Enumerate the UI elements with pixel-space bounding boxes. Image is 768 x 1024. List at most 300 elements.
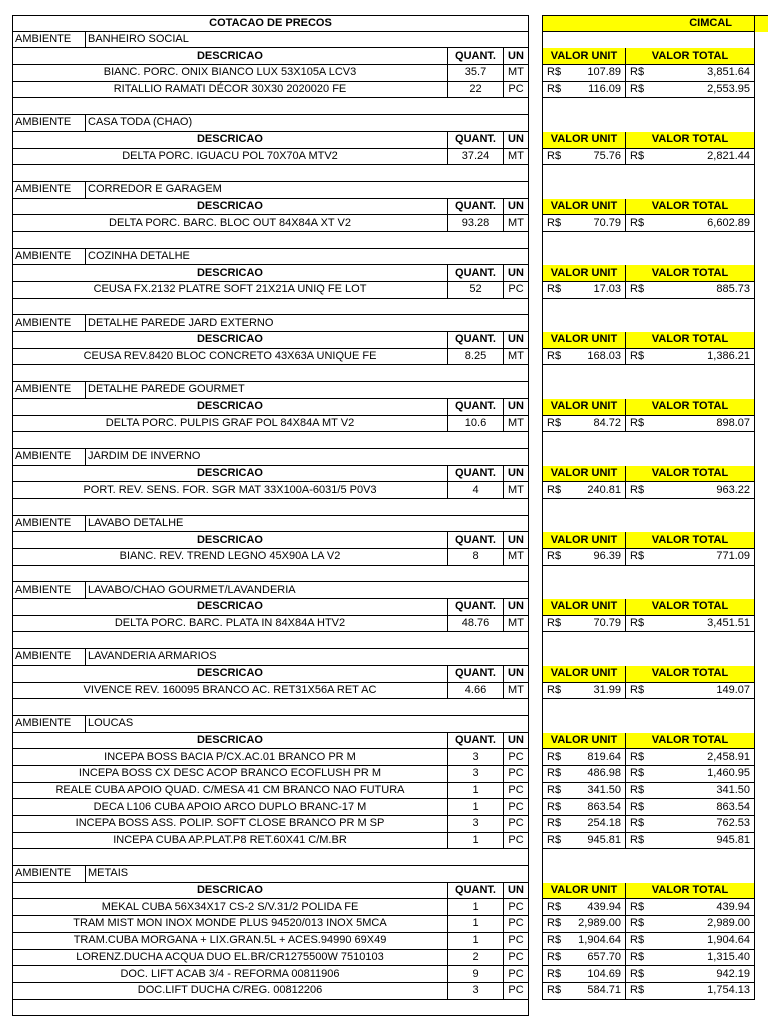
blank-row (12, 849, 529, 866)
column-header-row (12, 532, 529, 549)
currency-symbol: R$ (630, 950, 645, 963)
un-header: UN (508, 333, 524, 346)
item-row (12, 82, 529, 99)
valor-total-cell (626, 349, 754, 365)
currency-symbol: R$ (547, 149, 562, 162)
un-header: UN (508, 600, 524, 613)
right-spacer-row (542, 115, 755, 132)
total-price: 942.19 (716, 967, 750, 980)
valor-unit-header: VALOR UNIT (543, 466, 626, 482)
price-row (542, 215, 755, 232)
right-spacer-row (542, 566, 755, 583)
right-spacer-row (542, 516, 755, 533)
ambiente-row (12, 249, 529, 266)
item-quantity: 52 (448, 282, 504, 298)
currency-symbol: R$ (630, 967, 645, 980)
blank-row (12, 365, 529, 382)
table-title-row (12, 15, 529, 32)
valor-total-header: VALOR TOTAL (651, 533, 729, 546)
right-spacer-row (542, 299, 755, 316)
price-row (542, 683, 755, 700)
supplier-name: CIMCAL (689, 16, 732, 29)
valor-total-cell (626, 416, 754, 432)
price-row (542, 916, 755, 933)
currency-symbol: R$ (630, 800, 645, 813)
unit-price: 107.89 (587, 66, 621, 79)
valor-unit-cell (543, 983, 626, 999)
item-description: DELTA PORC. IGUACU POL 70X70A MTV2 (13, 149, 448, 165)
quant-header: QUANT. (448, 532, 504, 548)
currency-symbol: R$ (630, 617, 645, 630)
currency-symbol: R$ (547, 900, 562, 913)
valor-unit-cell (543, 833, 626, 849)
valor-unit-cell (543, 916, 626, 932)
valor-total-cell (626, 799, 754, 815)
un-header: UN (508, 400, 524, 413)
price-row (542, 349, 755, 366)
blank-cell (13, 299, 528, 315)
currency-symbol: R$ (630, 66, 645, 79)
item-row (12, 349, 529, 366)
descricao-header: DESCRICAO (13, 399, 448, 415)
un-header: UN (508, 266, 524, 279)
item-row (12, 282, 529, 299)
unit-price: 70.79 (593, 216, 621, 229)
valor-total-cell (626, 783, 754, 799)
valor-unit-cell (543, 149, 626, 165)
item-row (12, 983, 529, 1000)
column-header-row (12, 733, 529, 750)
ambiente-name: COZINHA DETALHE (88, 249, 190, 262)
quant-header: QUANT. (448, 466, 504, 482)
currency-symbol: R$ (547, 83, 562, 96)
ambiente-label: AMBIENTE (13, 382, 86, 398)
price-header-row (542, 199, 755, 216)
item-quantity: 22 (448, 82, 504, 98)
supplier-title-row (542, 15, 755, 32)
item-quantity: 3 (448, 766, 504, 782)
item-unit: MT (508, 550, 524, 563)
currency-symbol: R$ (547, 767, 562, 780)
currency-symbol: R$ (547, 950, 562, 963)
currency-symbol: R$ (547, 416, 562, 429)
item-unit: PC (508, 917, 524, 930)
item-quantity: 93.28 (448, 215, 504, 231)
un-header: UN (508, 533, 524, 546)
supplier-price-table (542, 15, 755, 1000)
item-unit: MT (508, 483, 524, 496)
valor-unit-cell (543, 766, 626, 782)
item-row (12, 149, 529, 166)
valor-unit-header: VALOR UNIT (543, 332, 626, 348)
descricao-header: DESCRICAO (13, 532, 448, 548)
valor-unit-cell (543, 816, 626, 832)
ambiente-row (12, 382, 529, 399)
un-header: UN (508, 49, 524, 62)
valor-total-header: VALOR TOTAL (651, 884, 729, 897)
valor-unit-cell (543, 215, 626, 231)
item-unit: PC (508, 834, 524, 847)
ambiente-row (12, 716, 529, 733)
ambiente-label: AMBIENTE (13, 716, 86, 732)
descricao-header: DESCRICAO (13, 199, 448, 215)
unit-price: 84.72 (593, 416, 621, 429)
ambiente-label: AMBIENTE (13, 649, 86, 665)
ambiente-label: AMBIENTE (13, 582, 86, 598)
valor-total-cell (626, 549, 754, 565)
total-price: 149.07 (716, 683, 750, 696)
blank-row (12, 632, 529, 649)
currency-symbol: R$ (547, 683, 562, 696)
price-header-row (542, 332, 755, 349)
currency-symbol: R$ (630, 783, 645, 796)
right-spacer-row (542, 182, 755, 199)
item-quantity: 48.76 (448, 616, 504, 632)
item-row (12, 950, 529, 967)
currency-symbol: R$ (547, 917, 562, 930)
currency-symbol: R$ (630, 817, 645, 830)
quant-header: QUANT. (448, 399, 504, 415)
price-row (542, 766, 755, 783)
valor-unit-header: VALOR UNIT (543, 399, 626, 415)
total-price: 771.09 (716, 550, 750, 563)
item-description: CEUSA FX.2132 PLATRE SOFT 21X21A UNIQ FE LOT (13, 282, 448, 298)
item-row (12, 749, 529, 766)
ambiente-label: AMBIENTE (13, 182, 86, 198)
valor-unit-header: VALOR UNIT (543, 883, 626, 899)
item-unit: MT (508, 66, 524, 79)
quant-header: QUANT. (448, 265, 504, 281)
quant-header: QUANT. (448, 132, 504, 148)
ambiente-label: AMBIENTE (13, 249, 86, 265)
price-row (542, 416, 755, 433)
valor-total-header: VALOR TOTAL (651, 600, 729, 613)
quant-header: QUANT. (448, 883, 504, 899)
unit-price: 1,904.64 (578, 934, 621, 947)
item-quantity: 1 (448, 899, 504, 915)
item-quantity: 1 (448, 833, 504, 849)
valor-unit-cell (543, 349, 626, 365)
item-quantity: 3 (448, 749, 504, 765)
unit-price: 17.03 (593, 283, 621, 296)
valor-total-cell (626, 683, 754, 699)
currency-symbol: R$ (547, 934, 562, 947)
column-header-row (12, 883, 529, 900)
currency-symbol: R$ (630, 984, 645, 997)
item-row (12, 482, 529, 499)
unit-price: 819.64 (587, 750, 621, 763)
item-quantity: 3 (448, 983, 504, 999)
ambiente-name: CORREDOR E GARAGEM (88, 183, 222, 196)
right-spacer-row (542, 699, 755, 716)
valor-unit-header: VALOR UNIT (543, 532, 626, 548)
ambiente-row (12, 315, 529, 332)
item-description: MEKAL CUBA 56X34X17 CS-2 S/V.31/2 POLIDA FE (13, 899, 448, 915)
currency-symbol: R$ (547, 800, 562, 813)
price-row (542, 966, 755, 983)
item-description: PORT. REV. SENS. FOR. SGR MAT 33X100A-6031/5 P0V3 (13, 482, 448, 498)
right-spacer-row (542, 315, 755, 332)
currency-symbol: R$ (547, 834, 562, 847)
right-spacer-row (542, 249, 755, 266)
ambiente-label: AMBIENTE (13, 315, 86, 331)
price-header-row (542, 399, 755, 416)
item-row (12, 215, 529, 232)
valor-unit-cell (543, 933, 626, 949)
item-quantity: 10.6 (448, 416, 504, 432)
item-description: LORENZ.DUCHA ACQUA DUO EL.BR/CR1275500W 7510103 (13, 950, 448, 966)
price-header-row (542, 532, 755, 549)
price-row (542, 149, 755, 166)
ambiente-label: AMBIENTE (13, 449, 86, 465)
ambiente-row (12, 649, 529, 666)
price-header-row (542, 466, 755, 483)
total-price: 1,904.64 (707, 934, 750, 947)
unit-price: 657.70 (587, 950, 621, 963)
valor-total-header: VALOR TOTAL (651, 466, 729, 479)
unit-price: 168.03 (587, 350, 621, 363)
valor-unit-cell (543, 82, 626, 98)
descricao-header: DESCRICAO (13, 883, 448, 899)
item-quantity: 4 (448, 482, 504, 498)
valor-unit-header: VALOR UNIT (543, 265, 626, 281)
total-price: 439.94 (716, 900, 750, 913)
total-price: 1,315.40 (707, 950, 750, 963)
item-description: DELTA PORC. PULPIS GRAF POL 84X84A MT V2 (13, 416, 448, 432)
ambiente-label: AMBIENTE (13, 32, 86, 48)
total-price: 3,451.51 (707, 617, 750, 630)
valor-total-cell (626, 149, 754, 165)
descricao-header: DESCRICAO (13, 332, 448, 348)
unit-price: 70.79 (593, 617, 621, 630)
item-unit: PC (508, 800, 524, 813)
valor-total-cell (626, 833, 754, 849)
quant-header: QUANT. (448, 199, 504, 215)
valor-total-cell (626, 616, 754, 632)
ambiente-row (12, 182, 529, 199)
total-price: 863.54 (716, 800, 750, 813)
right-spacer-row (542, 232, 755, 249)
ambiente-name: LOUCAS (88, 717, 134, 730)
valor-unit-header: VALOR UNIT (543, 733, 626, 749)
ambiente-name: LAVABO/CHAO GOURMET/LAVANDERIA (88, 583, 296, 596)
unit-price: 945.81 (587, 834, 621, 847)
valor-total-cell (626, 215, 754, 231)
right-spacer-row (542, 716, 755, 733)
valor-total-header: VALOR TOTAL (651, 49, 729, 62)
item-quantity: 8 (448, 549, 504, 565)
item-description: TRAM MIST MON INOX MONDE PLUS 94520/013 INOX 5MCA (13, 916, 448, 932)
descricao-header: DESCRICAO (13, 733, 448, 749)
total-price: 3,851.64 (707, 66, 750, 79)
price-row (542, 983, 755, 1000)
currency-symbol: R$ (630, 483, 645, 496)
blank-cell (13, 165, 528, 181)
price-header-row (542, 132, 755, 149)
descricao-header: DESCRICAO (13, 599, 448, 615)
item-quantity: 2 (448, 950, 504, 966)
item-quantity: 3 (448, 816, 504, 832)
unit-price: 341.50 (587, 783, 621, 796)
currency-symbol: R$ (547, 617, 562, 630)
right-spacer-row (542, 32, 755, 49)
quant-header: QUANT. (448, 332, 504, 348)
column-header-row (12, 399, 529, 416)
item-unit: MT (508, 216, 524, 229)
descricao-header: DESCRICAO (13, 466, 448, 482)
quant-header: QUANT. (448, 666, 504, 682)
currency-symbol: R$ (630, 767, 645, 780)
blank-cell (13, 232, 528, 248)
total-price: 963.22 (716, 483, 750, 496)
blank-row (12, 566, 529, 583)
valor-unit-cell (543, 899, 626, 915)
blank-row (12, 165, 529, 182)
item-description: INCEPA BOSS CX DESC ACOP BRANCO ECOFLUSH PR M (13, 766, 448, 782)
price-row (542, 799, 755, 816)
column-header-row (12, 199, 529, 216)
total-price: 2,989.00 (707, 917, 750, 930)
valor-total-header: VALOR TOTAL (651, 333, 729, 346)
valor-total-cell (626, 766, 754, 782)
currency-symbol: R$ (547, 984, 562, 997)
currency-symbol: R$ (547, 967, 562, 980)
item-description: DOC. LIFT ACAB 3/4 - REFORMA 00811906 (13, 966, 448, 982)
unit-price: 31.99 (593, 683, 621, 696)
item-description: RITALLIO RAMATI DÉCOR 30X30 2020020 FE (13, 82, 448, 98)
item-row (12, 916, 529, 933)
item-quantity: 4.66 (448, 683, 504, 699)
right-spacer-row (542, 365, 755, 382)
item-row (12, 966, 529, 983)
item-row (12, 616, 529, 633)
item-unit: MT (508, 149, 524, 162)
total-price: 2,553.95 (707, 83, 750, 96)
item-quantity: 9 (448, 966, 504, 982)
price-row (542, 933, 755, 950)
price-row (542, 82, 755, 99)
ambiente-label: AMBIENTE (13, 516, 86, 532)
valor-unit-header: VALOR UNIT (543, 666, 626, 682)
total-price: 762.53 (716, 817, 750, 830)
ambiente-name: BANHEIRO SOCIAL (88, 33, 189, 46)
price-row (542, 899, 755, 916)
right-spacer-row (542, 165, 755, 182)
price-row (542, 749, 755, 766)
valor-unit-header: VALOR UNIT (543, 599, 626, 615)
column-header-row (12, 265, 529, 282)
item-unit: PC (508, 817, 524, 830)
ambiente-row (12, 516, 529, 533)
currency-symbol: R$ (630, 917, 645, 930)
item-row (12, 933, 529, 950)
valor-unit-cell (543, 616, 626, 632)
item-unit: MT (508, 617, 524, 630)
valor-total-cell (626, 966, 754, 982)
unit-price: 2,989.00 (578, 917, 621, 930)
valor-total-header: VALOR TOTAL (651, 400, 729, 413)
total-price: 1,386.21 (707, 350, 750, 363)
valor-total-cell (626, 65, 754, 81)
right-spacer-row (542, 649, 755, 666)
ambiente-label: AMBIENTE (13, 866, 86, 882)
total-price: 945.81 (716, 834, 750, 847)
total-price: 885.73 (716, 283, 750, 296)
currency-symbol: R$ (547, 283, 562, 296)
price-header-row (542, 883, 755, 900)
valor-total-cell (626, 916, 754, 932)
currency-symbol: R$ (547, 350, 562, 363)
valor-total-header: VALOR TOTAL (651, 733, 729, 746)
total-price: 1,754.13 (707, 984, 750, 997)
blank-row (12, 499, 529, 516)
right-spacer-row (542, 499, 755, 516)
item-description: INCEPA BOSS ASS. POLIP. SOFT CLOSE BRANCO PR M SP (13, 816, 448, 832)
item-description: CEUSA REV.8420 BLOC CONCRETO 43X63A UNIQUE FE (13, 349, 448, 365)
currency-symbol: R$ (547, 750, 562, 763)
price-row (542, 549, 755, 566)
valor-unit-header: VALOR UNIT (543, 199, 626, 215)
total-price: 2,458.91 (707, 750, 750, 763)
unit-price: 486.98 (587, 767, 621, 780)
blank-row (12, 1000, 529, 1017)
currency-symbol: R$ (547, 817, 562, 830)
ambiente-name: DETALHE PAREDE GOURMET (88, 383, 245, 396)
currency-symbol: R$ (630, 416, 645, 429)
right-spacer-row (542, 632, 755, 649)
valor-total-header: VALOR TOTAL (651, 266, 729, 279)
blank-cell (13, 632, 528, 648)
valor-unit-cell (543, 799, 626, 815)
ambiente-row (12, 866, 529, 883)
currency-symbol: R$ (630, 83, 645, 96)
item-row (12, 899, 529, 916)
blank-cell (13, 432, 528, 448)
unit-price: 584.71 (587, 984, 621, 997)
un-header: UN (508, 466, 524, 479)
item-unit: MT (508, 416, 524, 429)
ambiente-name: JARDIM DE INVERNO (88, 450, 201, 463)
un-header: UN (508, 884, 524, 897)
item-row (12, 549, 529, 566)
ambiente-name: DETALHE PAREDE JARD EXTERNO (88, 316, 274, 329)
price-header-row (542, 599, 755, 616)
unit-price: 439.94 (587, 900, 621, 913)
item-quantity: 37.24 (448, 149, 504, 165)
ambiente-row (12, 32, 529, 49)
price-header-row (542, 666, 755, 683)
currency-symbol: R$ (630, 900, 645, 913)
price-header-row (542, 48, 755, 65)
ambiente-row (12, 449, 529, 466)
blank-row (12, 432, 529, 449)
price-row (542, 482, 755, 499)
un-header: UN (508, 133, 524, 146)
valor-unit-cell (543, 282, 626, 298)
price-row (542, 616, 755, 633)
item-quantity: 1 (448, 916, 504, 932)
total-price: 2,821.44 (707, 149, 750, 162)
valor-total-header: VALOR TOTAL (651, 133, 729, 146)
column-header-row (12, 466, 529, 483)
price-row (542, 816, 755, 833)
item-description: DELTA PORC. BARC. PLATA IN 84X84A HTV2 (13, 616, 448, 632)
ambiente-name: LAVABO DETALHE (88, 516, 184, 529)
un-header: UN (508, 667, 524, 680)
ambiente-label: AMBIENTE (13, 115, 86, 131)
item-quantity: 1 (448, 799, 504, 815)
item-unit: PC (508, 783, 524, 796)
